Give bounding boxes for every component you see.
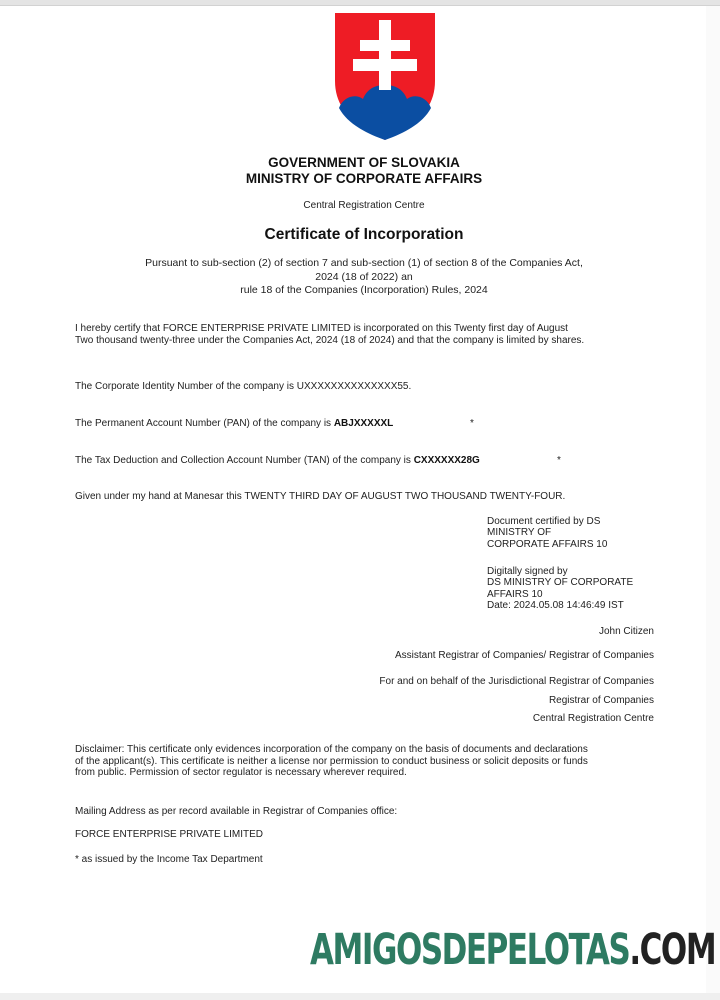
tan-footnote-marker: * [557,455,561,466]
disclaimer-line: from public. Permission of sector regulator is necessary wherever required. [75,767,407,778]
certified-line: Document certified by DS [487,516,601,527]
tan-value: CXXXXXX28G [413,455,480,466]
pursuant-line: 2024 (18 of 2022) an [315,270,413,283]
certify-line: I hereby certify that FORCE ENTERPRISE PRIVATE LIMITED is incorporated on this Twenty first day of August [75,323,568,334]
signed-line: AFFAIRS 10 [487,588,543,600]
issuing-authority [0,155,720,187]
tan-statement [75,455,480,467]
registrar-title: Registrar of Companies [548,695,654,706]
signature-date: Date: 2024.05.08 14:46:49 IST [487,599,624,611]
signed-line: DS MINISTRY OF CORPORATE [487,577,634,589]
certificate-title: Certificate of Incorporation [264,226,464,243]
pursuant-line: rule 18 of the Companies (Incorporation) Rules, 2024 [240,284,488,296]
certification-statement [75,323,584,346]
signatory-role: Assistant Registrar of Companies/ Registrar of Companies [395,650,654,661]
certify-line: Two thousand twenty-three under the Companies Act, 2024 (18 of 2024) and that the company is limited by shares. [75,334,585,346]
pursuant-clause [0,257,720,298]
tax-footnote: * as issued by the Income Tax Department [75,854,263,865]
watermark-suffix: .COM [629,925,716,975]
ministry-heading: MINISTRY OF CORPORATE AFFAIRS [245,171,483,186]
government-heading: GOVERNMENT OF SLOVAKIA [268,155,460,170]
document-certified-block [487,516,607,550]
coat-of-arms-icon [333,13,437,140]
tan-label: The Tax Deduction and Collection Account Number (TAN) of the company is [75,455,414,466]
disclaimer-line: of the applicant(s). This certificate is neither a license nor permission to conduct business or solicit deposits or funds [75,755,588,767]
certified-line: CORPORATE AFFAIRS 10 [487,538,608,550]
behalf-statement: For and on behalf of the Jurisdictional Registrar of Companies [379,676,654,687]
watermark-main: AMIGOSDEPELOTAS [310,925,630,975]
pan-value: ABJXXXXXL [333,418,394,429]
mailing-address-label: Mailing Address as per record available in Registrar of Companies office: [75,806,398,817]
cin-statement: The Corporate Identity Number of the company is UXXXXXXXXXXXXXX55. [75,381,412,392]
disclaimer [75,744,588,779]
signed-line: Digitally signed by [487,566,568,577]
pan-footnote-marker: * [470,418,474,429]
digital-signature-block [487,566,633,611]
pan-label: The Permanent Account Number (PAN) of the company is [75,418,334,429]
pan-statement [75,418,393,430]
watermark-logo [310,920,715,980]
bottom-border [0,993,720,1000]
registration-centre: Central Registration Centre [532,713,654,724]
disclaimer-line: Disclaimer: This certificate only evidences incorporation of the company on the basis of documents and declarations [75,744,588,755]
certified-line: MINISTRY OF [487,527,552,539]
centre-subheading: Central Registration Centre [303,200,425,211]
pursuant-line: Pursuant to sub-section (2) of section 7 and sub-section (1) of section 8 of the Companies Act, [145,257,583,269]
mailing-address-company: FORCE ENTERPRISE PRIVATE LIMITED [75,829,263,840]
given-under-hand: Given under my hand at Manesar this TWENTY THIRD DAY OF AUGUST TWO THOUSAND TWENTY-FOUR. [75,491,566,502]
signatory-name: John Citizen [598,626,654,637]
